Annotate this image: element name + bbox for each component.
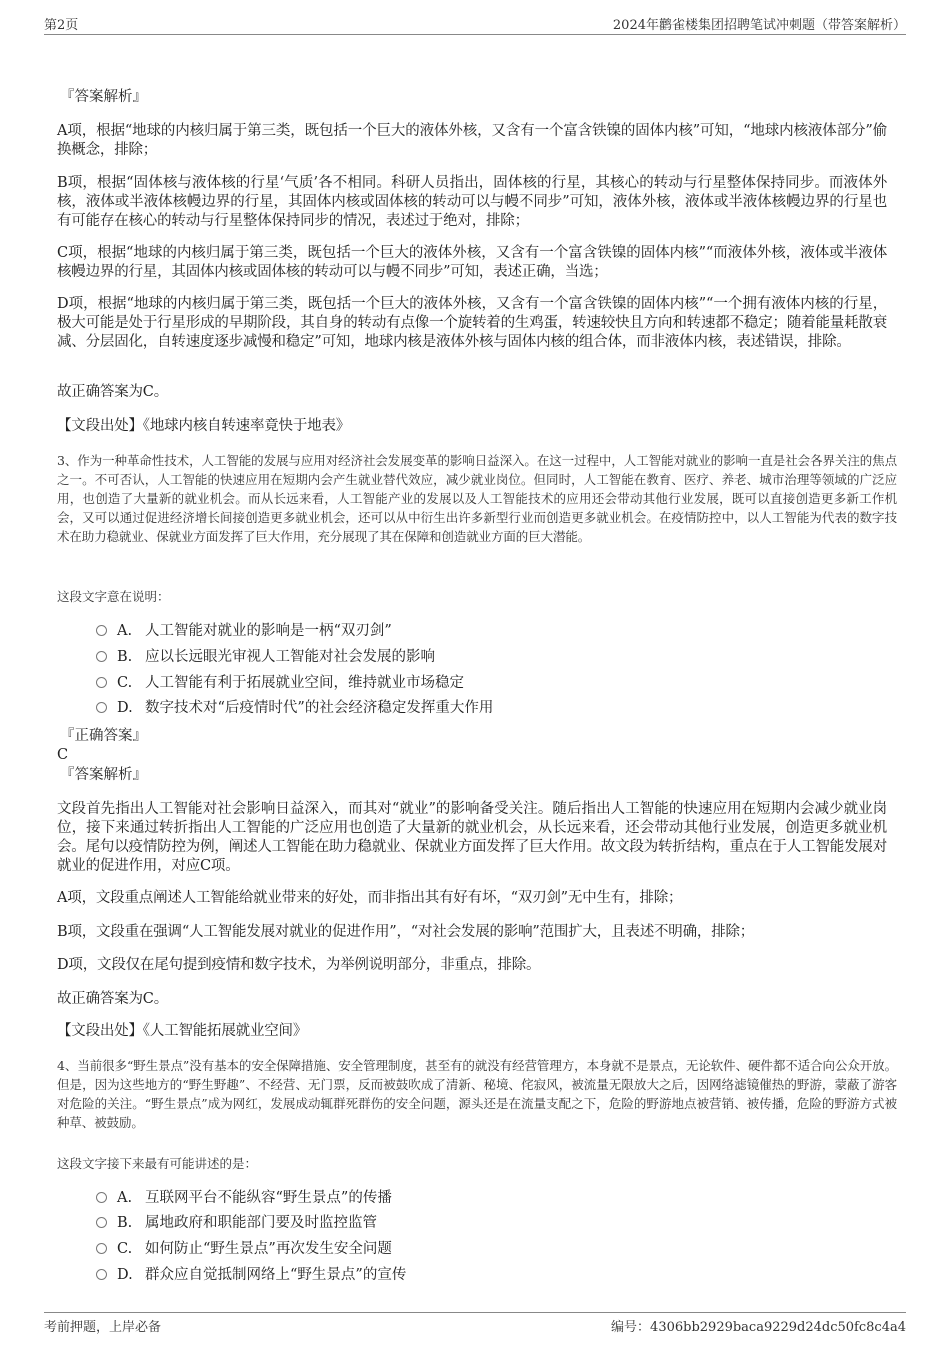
analysis-label: 『答案解析』 xyxy=(60,767,147,783)
radio-icon[interactable] xyxy=(96,1269,107,1280)
radio-icon[interactable] xyxy=(96,677,107,688)
question-3-option-c[interactable]: C. 人工智能有利于拓展就业空间，维持就业市场稳定 xyxy=(96,673,464,693)
question-3-option-b[interactable]: B. 应以长远眼光审视人工智能对社会发展的影响 xyxy=(96,647,435,667)
question-3-prompt: 这段文字意在说明： xyxy=(57,589,170,604)
document-code: 编号：4306bb2929baca9229d24dc50fc8c4a4 xyxy=(611,1320,906,1335)
question-4-passage: 4、当前很多“野生景点”没有基本的安全保障措施、安全管理制度，甚至有的就没有经营管理方，本身就不是景点，无论软件、硬件都不适合向公众开放。但是，因为这些地方的“野生野趣”、不经营、无门票，反而被鼓吹成了清新、秘境、侘寂风，被流量无限放大之后，因网络滤镜催热的野游，蒙蔽了游客对危险的关注。“野生景点”成为网红，发展成动辄群死群伤的安全问题，源头还是在流量支配之下，危险的野游地点被营销、被传播，危险的野游方式被种草、被鼓励。 xyxy=(57,1058,897,1130)
question-4-option-a[interactable]: A. 互联网平台不能纵容“野生景点”的传播 xyxy=(96,1188,392,1208)
question-3-passage: 3、作为一种革命性技术，人工智能的发展与应用对经济社会发展变革的影响日益深入。在这一过程中，人工智能对就业的影响一直是社会各界关注的焦点之一。不可否认，人工智能的快速应用在短期内会产生就业替代效应，减少就业岗位。但同时，人工智能在教育、医疗、养老、城市治理等领域的广泛应用，也创造了大量新的就业机会。而从长远来看，人工智能产业的发展以及人工智能技术的应用还会带动其他行业发展，既可以直接创造更多新工作机会，又可以通过促进经济增长间接创造更多就业机会，还可以从中衍生出许多新型行业而创造更多就业机会。在疫情防控中，以人工智能为代表的数字技术在助力稳就业、保就业方面发挥了巨大作用，充分展现了其在保障和创造就业方面的巨大潜能。 xyxy=(57,453,897,544)
question-4-option-d[interactable]: D. 群众应自觉抵制网络上“野生景点”的宣传 xyxy=(96,1265,406,1285)
question-3-option-d[interactable]: D. 数字技术对“后疫情时代”的社会经济稳定发挥重大作用 xyxy=(96,698,493,718)
footer-slogan: 考前押题，上岸必备 xyxy=(44,1320,162,1335)
passage-source: 【文段出处】《地球内核自转速率竟快于地表》 xyxy=(57,418,351,434)
analysis-label: 『答案解析』 xyxy=(60,89,147,105)
analysis-option-d: D项，根据“地球的内核归属于第三类，既包括一个巨大的液体外核，又含有一个富含铁镍的固体内核”“一个拥有液体内核的行星，极大可能是处于行星形成的早期阶段，其自身的转动有点像一个旋转着的生鸡蛋，转速较快且方向和转速都不稳定；随着能量耗散衰减、分层固化，自转速度逐步减慢和稳定”可知，地球内核是液体外核与固体内核的组合体，而非液体内核，表述错误，排除。 xyxy=(57,296,887,350)
analysis-option-a: A项，根据“地球的内核归属于第三类，既包括一个巨大的液体外核，又含有一个富含铁镍的固体内核”可知，“地球内核液体部分”偷换概念，排除； xyxy=(57,123,887,158)
question-3-analysis-a: A项，文段重点阐述人工智能给就业带来的好处，而非指出其有好有坏，“双刃剑”无中生有，排除； xyxy=(57,890,683,906)
document-title: 2024年鹳雀楼集团招聘笔试冲刺题（带答案解析） xyxy=(612,18,906,33)
radio-icon[interactable] xyxy=(96,1192,107,1203)
question-3-conclusion: 故正确答案为C。 xyxy=(57,991,168,1007)
radio-icon[interactable] xyxy=(96,651,107,662)
question-3-analysis-b: B项，文段重在强调“人工智能发展对就业的促进作用”，“对社会发展的影响”范围扩大，且表述不明确，排除； xyxy=(57,924,755,940)
radio-icon[interactable] xyxy=(96,625,107,636)
question-4-prompt: 这段文字接下来最有可能讲述的是： xyxy=(57,1156,258,1171)
question-3-source: 【文段出处】《人工智能拓展就业空间》 xyxy=(57,1023,308,1039)
radio-icon[interactable] xyxy=(96,1217,107,1228)
question-3-analysis: 文段首先指出人工智能对社会影响日益深入，而其对“就业”的影响备受关注。随后指出人工智能的快速应用在短期内会减少就业岗位，接下来通过转折指出人工智能的广泛应用也创造了大量新的就业机会，从长远来看，还会带动其他行业发展，创造更多就业机会。尾句以疫情防控为例，阐述人工智能在助力稳就业、保就业方面发挥了巨大作用。故文段为转折结构，重点在于人工智能发展对就业的促进作用，对应C项。 xyxy=(57,801,887,874)
radio-icon[interactable] xyxy=(96,702,107,713)
page-number: 第2页 xyxy=(44,18,79,33)
footer-divider xyxy=(44,1312,906,1313)
question-3-analysis-d: D项，文段仅在尾句提到疫情和数字技术，为举例说明部分，非重点，排除。 xyxy=(57,957,541,973)
header-divider xyxy=(44,34,906,35)
question-4-option-b[interactable]: B. 属地政府和职能部门要及时监控监管 xyxy=(96,1213,377,1233)
question-3-option-a[interactable]: A. 人工智能对就业的影响是一柄“双刃剑” xyxy=(96,621,392,641)
radio-icon[interactable] xyxy=(96,1243,107,1254)
correct-answer-label: 『正确答案』 xyxy=(60,728,147,744)
analysis-option-c: C项，根据“地球的内核归属于第三类，既包括一个巨大的液体外核，又含有一个富含铁镍的固体内核”“而液体外核，液体或半液体核幔边界的行星，其固体内核或固体核的转动可以与幔不同步”可知，表述正确，当选； xyxy=(57,245,887,280)
analysis-option-b: B项，根据“固体核与液体核的行星‘气质’各不相同。科研人员指出，固体核的行星，其核心的转动与行星整体保持同步。而液体外核，液体或半液体核幔边界的行星，其固体内核或固体核的转动可以与幔不同步”可知，液体外核，液体或半液体核幔边界的行星也有可能存在核心的转动与行星整体保持同步的情况，表述过于绝对，排除； xyxy=(57,175,887,229)
correct-answer-value: C xyxy=(57,747,69,763)
analysis-conclusion: 故正确答案为C。 xyxy=(57,384,168,400)
question-4-option-c[interactable]: C. 如何防止“野生景点”再次发生安全问题 xyxy=(96,1239,392,1259)
